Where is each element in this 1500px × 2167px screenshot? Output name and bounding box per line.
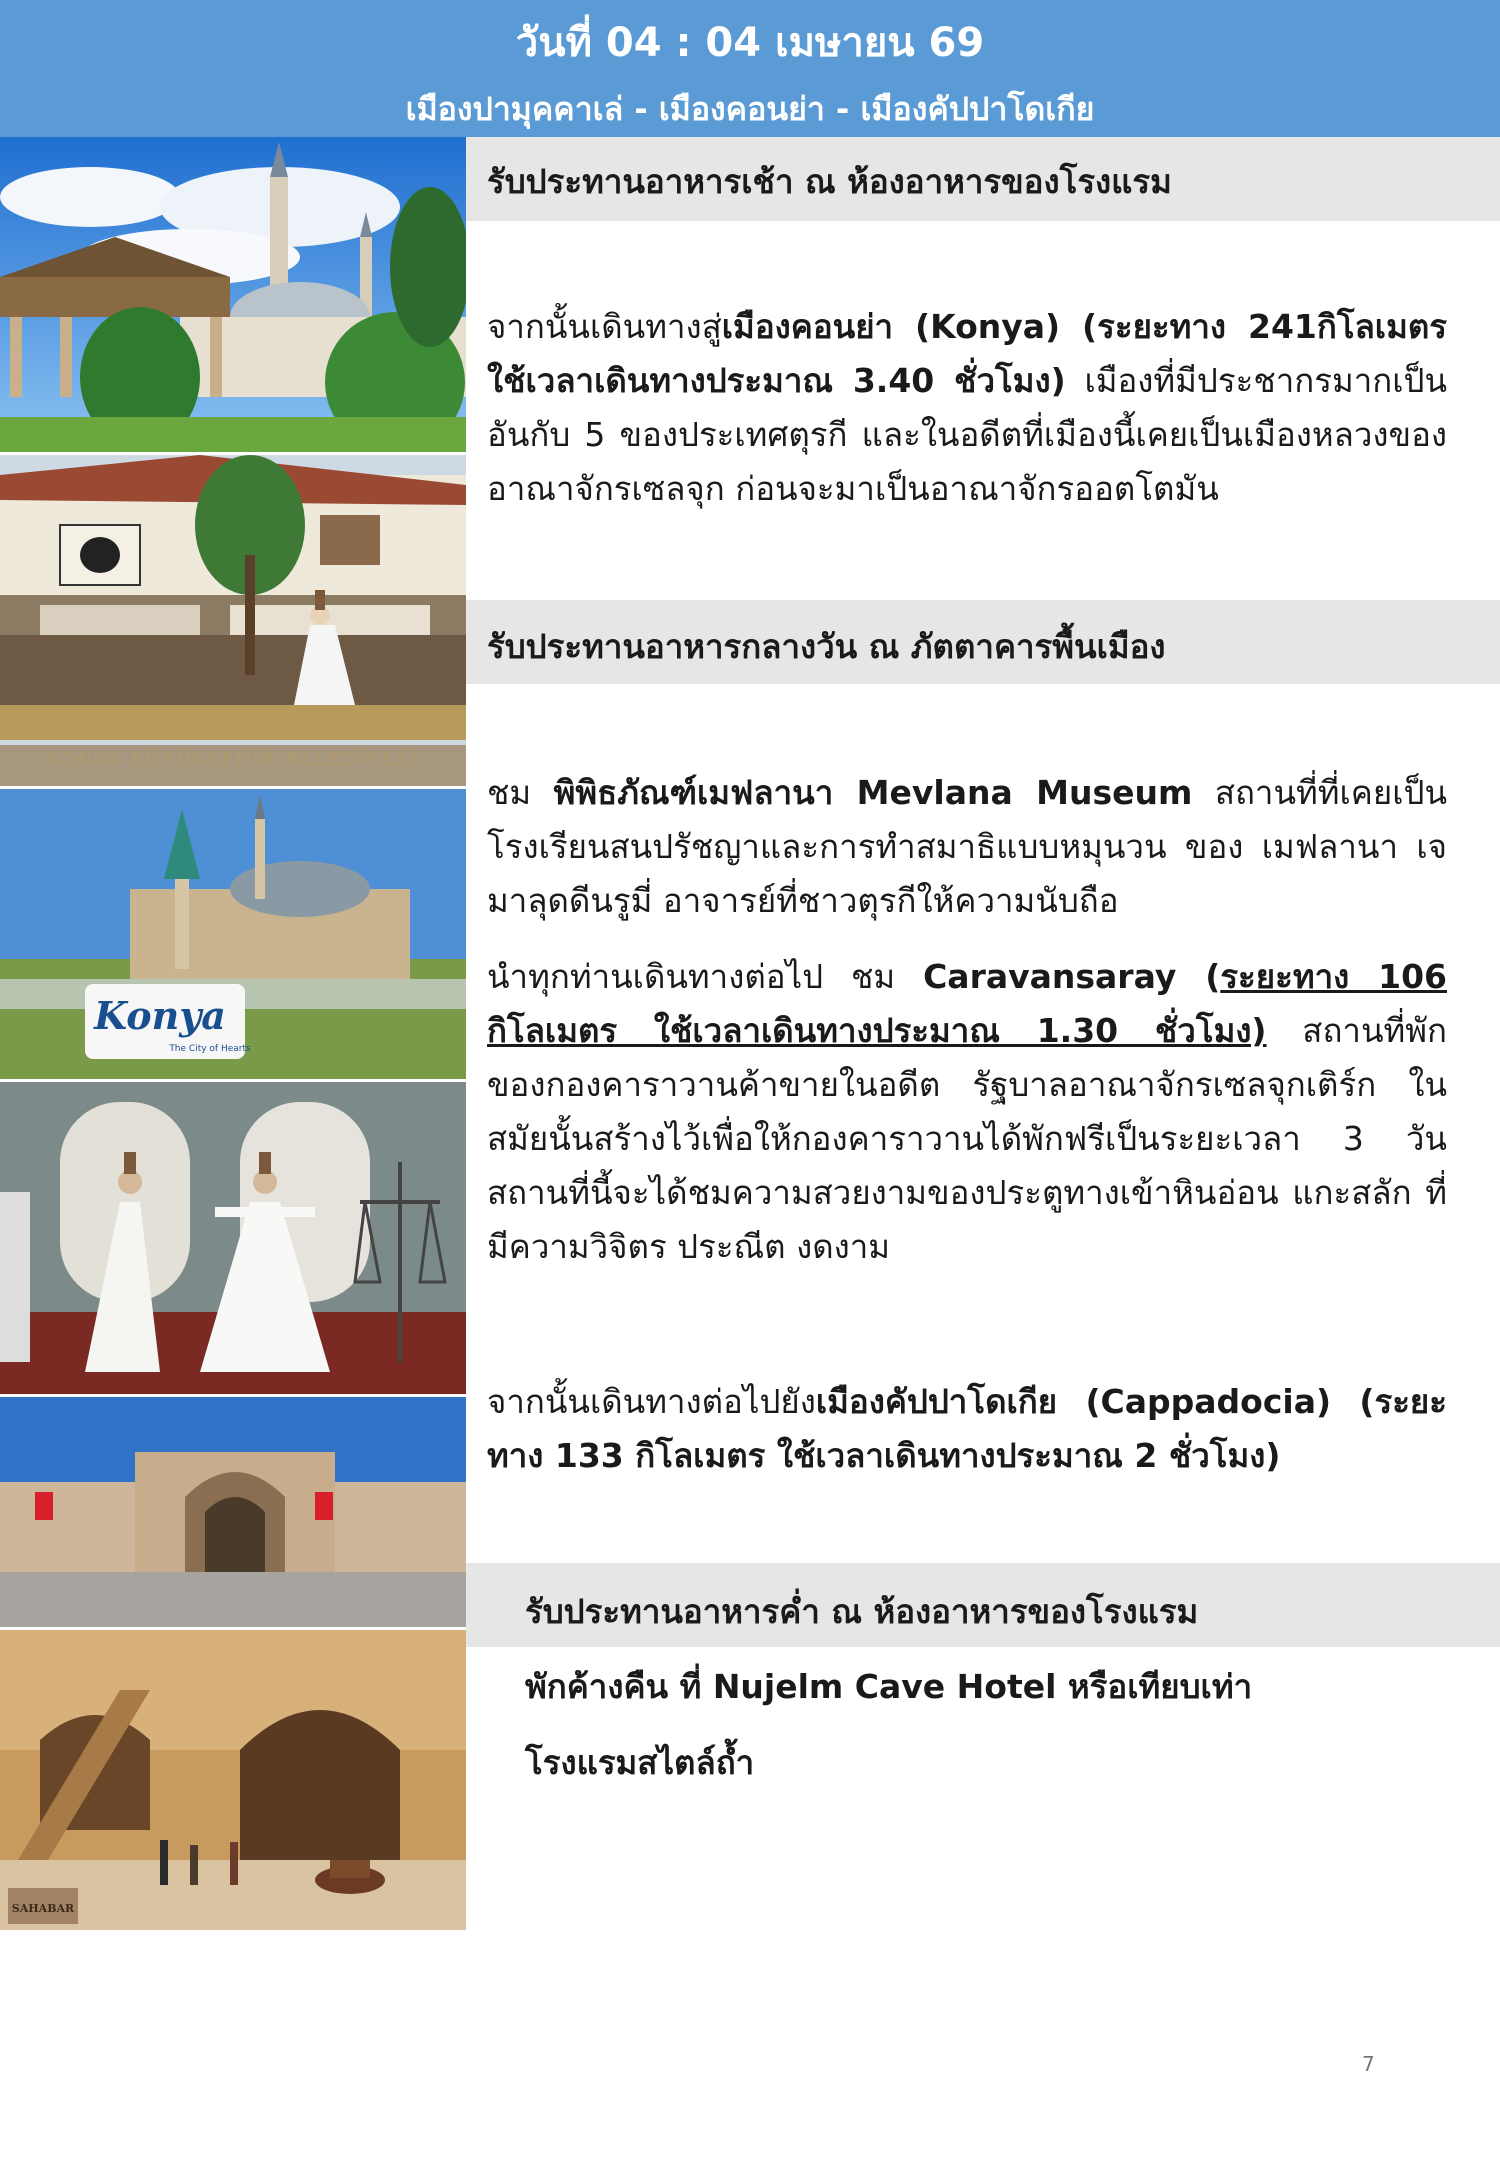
cappadocia-paragraph: [487, 1375, 1447, 1483]
hotel-line-2: โรงแรมสไตล์ถ้ำ: [525, 1743, 755, 1782]
page-number: 7: [1362, 2052, 1375, 2076]
caravansaray-text-pre: นำทุกท่านเดินทางต่อไป ชม: [487, 957, 924, 996]
mevlana-text-pre: ชม: [487, 773, 554, 812]
hotel-line-1: พักค้างคืน ที่ Nujelm Cave Hotel หรือเทียบเท่า: [525, 1667, 1253, 1706]
caravansaray-paragraph: [487, 950, 1447, 1274]
konya-text-post: เมืองที่มีประชากรมากเป็นอันกับ 5 ของประเทศตุรกี และในอดีตที่เมืองนี้เคยเป็นเมืองหลวงของอาณาจักรเซลจุก ก่อนจะมาเป็นอาณาจักรออตโตมัน: [487, 361, 1448, 508]
konya-bazaar-photo: [0, 455, 466, 789]
konya-logo-photo: [0, 789, 466, 1082]
mevlana-mosque-photo: [0, 137, 466, 455]
konya-logo-tag: The City of Hearts: [169, 1044, 251, 1054]
mevlana-paragraph: [487, 766, 1447, 928]
konya-text-bold: เมืองคอนย่า (Konya) (ระยะทาง 241กิโลเมตร ใช้เวลาเดินทางประมาณ 3.40 ชั่วโมง): [487, 307, 1447, 400]
cappadocia-text-pre: จากนั้นเดินทางต่อไปยัง: [487, 1382, 816, 1421]
day-header: [0, 0, 1500, 137]
photo-column: [0, 137, 466, 1933]
caravansaray-text-bold: Caravansaray (: [923, 957, 1221, 996]
breakfast-text: รับประทานอาหารเช้า ณ ห้องอาหารของโรงแรม: [487, 162, 1172, 201]
mevlana-text-bold: พิพิธภัณฑ์เมฟลานา Mevlana Museum: [553, 773, 1193, 812]
konya-text-pre: จากนั้นเดินทางสู่: [487, 307, 722, 346]
caravanserai-gate-photo: [0, 1397, 466, 1630]
dinner-text: รับประทานอาหารค่ำ ณ ห้องอาหารของโรงแรม: [525, 1592, 1199, 1631]
route-title: เมืองปามุคคาเล่ - เมืองคอนย่า - เมืองคัปปาโดเกีย: [405, 90, 1095, 128]
lunch-text: รับประทานอาหารกลางวัน ณ ภัตตาคารพื้นเมือง: [487, 627, 1166, 666]
dinner-band: [466, 1563, 1500, 1647]
mevlana-text-post: สถานที่ที่เคยเป็นโรงเรียนสนปรัชญาและการทำสมาธิแบบหมุนวน ของ เมฟลานา เจมาลุดดีนรูมี่ อาจารย์ที่ชาวตุรกีให้ความนับถือ: [487, 773, 1448, 920]
lunch-band: [466, 600, 1500, 684]
dervish-museum-photo: [0, 1082, 466, 1397]
cappadocia-text-bold: เมืองคัปปาโดเกีย (Cappadocia) (ระยะทาง 133 กิโลเมตร ใช้เวลาเดินทางประมาณ 2 ชั่วโมง): [487, 1382, 1447, 1475]
day-title: วันที่ 04 : 04 เมษายน 69: [515, 20, 985, 66]
breakfast-band: [466, 137, 1500, 221]
corner-stamp: SAHABAR: [11, 1902, 75, 1915]
caravansaray-text-post: สถานที่พักของกองคาราวานค้าขายในอดีต รัฐบาลอาณาจักรเซลจุกเติร์ก ในสมัยนั้นสร้างไว้เพื่อให้กองคาราวานได้พักฟรีเป็นระยะเวลา 3 วัน สถานที่นี้จะได้ชมความสวยงามของประตูทางเข้าหินอ่อน แกะสลัก ที่มีความวิจิตร ประณีต งดงาม: [487, 1011, 1447, 1266]
caravansaray-distance: ระยะทาง 106 กิโลเมตร ใช้เวลาเดินทางประมาณ 1.30 ชั่วโมง): [487, 957, 1447, 1050]
konya-paragraph: [487, 300, 1447, 516]
konya-logo: Konya: [94, 993, 226, 1038]
caravanserai-courtyard-photo: [0, 1630, 466, 1933]
